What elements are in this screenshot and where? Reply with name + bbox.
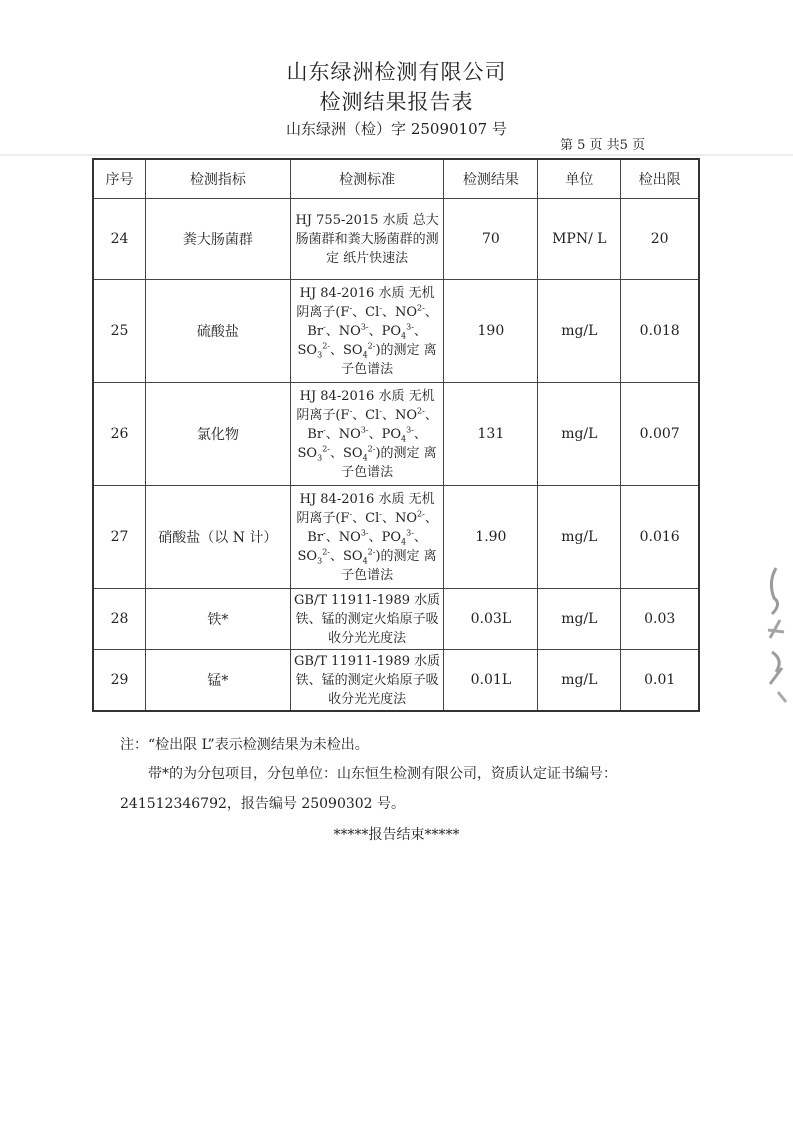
std-text: )的测定 离子色谱法 bbox=[341, 445, 437, 480]
cell-unit: mg/L bbox=[538, 589, 621, 650]
std-text: 、PO bbox=[368, 529, 402, 545]
std-subscript: 3 bbox=[317, 556, 323, 566]
std-text: 、Br bbox=[307, 407, 438, 442]
header-cell-no: 序号 bbox=[93, 159, 145, 199]
cell-item: 粪大肠菌群 bbox=[145, 199, 290, 280]
cell-standard: GB/T 11911-1989 水质 铁、锰的测定火焰原子吸收分光光度法 bbox=[290, 589, 444, 650]
std-charge: - bbox=[349, 303, 353, 313]
std-charge: 3- bbox=[360, 425, 369, 435]
table-header-row bbox=[93, 159, 699, 199]
scan-line bbox=[0, 154, 793, 156]
std-subscript: 4 bbox=[362, 453, 368, 463]
cell-result: 1.90 bbox=[444, 486, 538, 589]
std-text: 、SO bbox=[329, 445, 363, 461]
table-row bbox=[93, 280, 699, 383]
cell-unit: mg/L bbox=[538, 650, 621, 712]
std-text: )的测定 离子色谱法 bbox=[341, 548, 437, 583]
std-subscript: 4 bbox=[362, 350, 368, 360]
std-charge: 3- bbox=[360, 528, 369, 538]
cell-limit: 0.007 bbox=[621, 383, 699, 486]
std-text: HJ 84-2016 水质 无机阴离子(F bbox=[296, 491, 435, 526]
std-subscript: 4 bbox=[401, 331, 407, 341]
stamp-stroke bbox=[770, 652, 782, 684]
std-charge: 2- bbox=[417, 509, 425, 519]
cell-standard bbox=[290, 486, 444, 589]
std-charge: 2- bbox=[417, 406, 425, 416]
std-subscript: 4 bbox=[401, 434, 407, 444]
table-row bbox=[93, 650, 699, 712]
cell-no: 29 bbox=[93, 650, 145, 712]
cell-unit: mg/L bbox=[538, 486, 621, 589]
std-charge: 3- bbox=[406, 322, 414, 332]
cell-limit: 20 bbox=[621, 199, 699, 280]
stamp-stroke bbox=[771, 568, 777, 614]
cell-unit: mg/L bbox=[538, 280, 621, 383]
note-detection-limit: 注：“检出限 L”表示检测结果为未检出。 bbox=[120, 737, 369, 753]
std-charge: - bbox=[379, 406, 382, 416]
page-info: 第 5 页 共5 页 bbox=[560, 138, 646, 153]
cell-limit: 0.018 bbox=[621, 280, 699, 383]
std-subscript: 3 bbox=[317, 350, 323, 360]
cell-no: 25 bbox=[93, 280, 145, 383]
cell-no: 26 bbox=[93, 383, 145, 486]
header-cell-limit: 检出限 bbox=[621, 159, 699, 199]
cell-no: 24 bbox=[93, 199, 145, 280]
cell-standard: HJ 755-2015 水质 总大肠菌群和粪大肠菌群的测定 纸片快速法 bbox=[290, 199, 444, 280]
std-text: 、NO bbox=[325, 323, 361, 339]
std-text: 、Cl bbox=[352, 407, 380, 423]
cell-item: 硫酸盐 bbox=[145, 280, 290, 383]
std-text: 、SO bbox=[297, 426, 427, 461]
document-number: 山东绿洲（检）字 25090107 号 bbox=[286, 120, 507, 138]
results-table bbox=[92, 158, 700, 712]
cell-item: 氯化物 bbox=[145, 383, 290, 486]
std-charge: - bbox=[349, 406, 353, 416]
std-text: 、NO bbox=[325, 529, 361, 545]
cell-result: 190 bbox=[444, 280, 538, 383]
note-certificate: 241512346792，报告编号 25090302 号。 bbox=[120, 796, 406, 812]
cell-result: 0.03L bbox=[444, 589, 538, 650]
std-text: 、SO bbox=[329, 548, 363, 564]
std-text: 、SO bbox=[297, 323, 427, 358]
header-cell-unit: 单位 bbox=[538, 159, 621, 199]
std-charge: 2- bbox=[322, 341, 330, 351]
std-text: 、Br bbox=[307, 510, 438, 545]
std-subscript: 4 bbox=[362, 556, 368, 566]
header-cell-item: 检测指标 bbox=[145, 159, 290, 199]
stamp-stroke bbox=[778, 692, 786, 702]
std-subscript: 3 bbox=[317, 453, 323, 463]
std-charge: - bbox=[379, 303, 382, 313]
std-charge: - bbox=[349, 509, 353, 519]
std-text: )的测定 离子色谱法 bbox=[341, 342, 437, 377]
table-row bbox=[93, 383, 699, 486]
std-charge: 2- bbox=[322, 547, 330, 557]
std-text: 、NO bbox=[381, 510, 418, 526]
std-charge: 3- bbox=[406, 425, 414, 435]
std-text: 、PO bbox=[368, 426, 402, 442]
std-text: HJ 84-2016 水质 无机阴离子(F bbox=[296, 388, 435, 423]
cell-result: 0.01L bbox=[444, 650, 538, 712]
table-row bbox=[93, 486, 699, 589]
cell-unit: mg/L bbox=[538, 383, 621, 486]
cell-result: 70 bbox=[444, 199, 538, 280]
header-cell-standard: 检测标准 bbox=[290, 159, 444, 199]
std-text: 、Cl bbox=[352, 510, 380, 526]
std-charge: 2- bbox=[367, 341, 376, 351]
std-charge: 2- bbox=[367, 444, 376, 454]
std-text: 、NO bbox=[381, 407, 418, 423]
std-subscript: 4 bbox=[401, 537, 407, 547]
std-charge: 2- bbox=[322, 444, 330, 454]
table-row bbox=[93, 199, 699, 280]
report-end-mark: *****报告结束***** bbox=[333, 827, 460, 843]
std-charge: - bbox=[323, 322, 326, 332]
cell-result: 131 bbox=[444, 383, 538, 486]
cell-standard: GB/T 11911-1989 水质 铁、锰的测定火焰原子吸收分光光度法 bbox=[290, 650, 444, 712]
cell-standard bbox=[290, 383, 444, 486]
cell-unit: MPN/ L bbox=[538, 199, 621, 280]
std-text: 、PO bbox=[368, 323, 402, 339]
std-charge: 2- bbox=[367, 547, 376, 557]
cell-item: 锰* bbox=[145, 650, 290, 712]
cell-limit: 0.01 bbox=[621, 650, 699, 712]
std-text: 、NO bbox=[325, 426, 361, 442]
std-charge: - bbox=[323, 528, 326, 538]
cell-item: 硝酸盐（以 N 计） bbox=[145, 486, 290, 589]
note-subcontract: 带*的为分包项目，分包单位：山东恒生检测有限公司，资质认定证书编号： bbox=[148, 766, 617, 782]
report-title: 检测结果报告表 bbox=[319, 90, 474, 114]
std-charge: 3- bbox=[360, 322, 369, 332]
cell-item: 铁* bbox=[145, 589, 290, 650]
std-text: 、SO bbox=[297, 529, 427, 564]
std-text: 、NO bbox=[381, 304, 418, 320]
std-charge: - bbox=[379, 509, 382, 519]
cell-limit: 0.03 bbox=[621, 589, 699, 650]
seal-stamp-fragment bbox=[762, 560, 793, 710]
std-text: HJ 84-2016 水质 无机阴离子(F bbox=[296, 285, 435, 320]
std-text: 、Cl bbox=[352, 304, 380, 320]
cell-standard bbox=[290, 280, 444, 383]
std-charge: 3- bbox=[406, 528, 414, 538]
table-row bbox=[93, 589, 699, 650]
header-cell-result: 检测结果 bbox=[444, 159, 538, 199]
std-text: 、Br bbox=[307, 304, 438, 339]
std-charge: 2- bbox=[417, 303, 425, 313]
company-name: 山东绿洲检测有限公司 bbox=[286, 60, 507, 84]
cell-no: 27 bbox=[93, 486, 145, 589]
cell-no: 28 bbox=[93, 589, 145, 650]
cell-limit: 0.016 bbox=[621, 486, 699, 589]
std-text: 、SO bbox=[329, 342, 363, 358]
std-charge: - bbox=[323, 425, 326, 435]
stamp-stroke bbox=[768, 620, 784, 638]
